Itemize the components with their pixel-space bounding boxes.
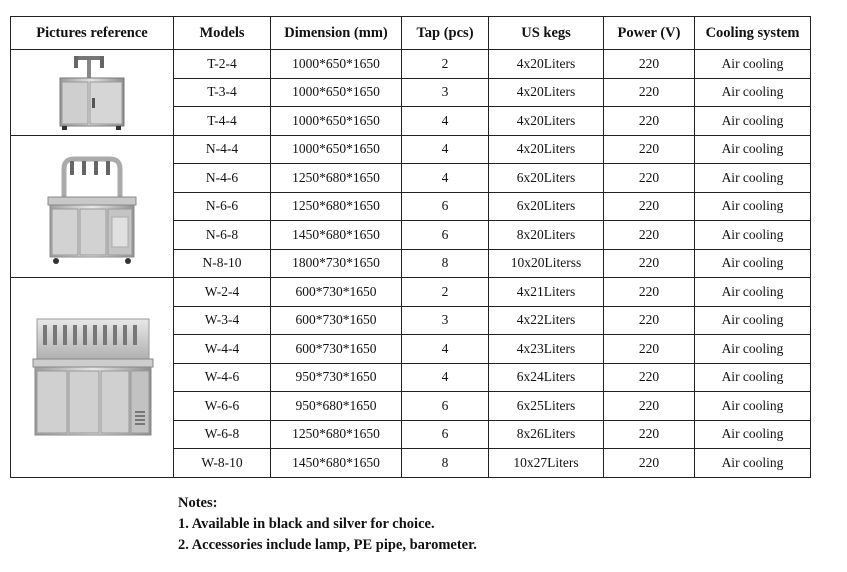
cooling-cell: Air cooling: [695, 135, 811, 164]
header-power: Power (V): [604, 17, 695, 50]
kegs-cell: 4x20Liters: [489, 78, 604, 107]
kegs-cell: 8x26Liters: [489, 420, 604, 449]
notes-title: Notes:: [178, 495, 218, 511]
kegs-cell: 10x20Literss: [489, 249, 604, 278]
dimension-cell: 600*730*1650: [271, 278, 402, 307]
table-row: [11, 135, 811, 164]
model-cell: N-6-6: [174, 192, 271, 221]
tap-cell: 2: [402, 278, 489, 307]
header-dimension: Dimension (mm): [271, 17, 402, 50]
power-cell: 220: [604, 192, 695, 221]
dimension-cell: 1450*680*1650: [271, 221, 402, 250]
dimension-cell: 600*730*1650: [271, 306, 402, 335]
dimension-cell: 950*680*1650: [271, 392, 402, 421]
tap-cell: 8: [402, 249, 489, 278]
power-cell: 220: [604, 107, 695, 136]
beer-dispenser-4-tap-icon: [11, 147, 173, 265]
tap-cell: 4: [402, 164, 489, 193]
cooling-cell: Air cooling: [695, 221, 811, 250]
model-cell: W-4-6: [174, 363, 271, 392]
note-item: 1. Available in black and silver for choice.: [178, 516, 435, 532]
kegs-cell: 6x20Liters: [489, 164, 604, 193]
model-cell: W-8-10: [174, 449, 271, 478]
tap-cell: 3: [402, 78, 489, 107]
kegs-cell: 6x25Liters: [489, 392, 604, 421]
kegs-cell: 6x20Liters: [489, 192, 604, 221]
kegs-cell: 4x22Liters: [489, 306, 604, 335]
kegs-cell: 4x21Liters: [489, 278, 604, 307]
header-pictures: Pictures reference: [11, 17, 174, 50]
kegs-cell: 4x20Liters: [489, 107, 604, 136]
kegs-cell: 4x20Liters: [489, 50, 604, 79]
dimension-cell: 1000*650*1650: [271, 78, 402, 107]
kegs-cell: 6x24Liters: [489, 363, 604, 392]
notes: [178, 493, 477, 556]
tap-cell: 4: [402, 107, 489, 136]
header-cooling: Cooling system: [695, 17, 811, 50]
tap-cell: 6: [402, 392, 489, 421]
picture-cell: [11, 50, 174, 136]
header-models: Models: [174, 17, 271, 50]
power-cell: 220: [604, 392, 695, 421]
cooling-cell: Air cooling: [695, 363, 811, 392]
model-cell: N-6-8: [174, 221, 271, 250]
tap-cell: 6: [402, 420, 489, 449]
dimension-cell: 600*730*1650: [271, 335, 402, 364]
cooling-cell: Air cooling: [695, 449, 811, 478]
header-kegs: US kegs: [489, 17, 604, 50]
cooling-cell: Air cooling: [695, 192, 811, 221]
model-cell: N-8-10: [174, 249, 271, 278]
dimension-cell: 950*730*1650: [271, 363, 402, 392]
beer-dispenser-multi-tap-icon: [11, 315, 173, 439]
model-cell: N-4-4: [174, 135, 271, 164]
power-cell: 220: [604, 78, 695, 107]
cooling-cell: Air cooling: [695, 392, 811, 421]
power-cell: 220: [604, 164, 695, 193]
kegs-cell: 4x23Liters: [489, 335, 604, 364]
tap-cell: 2: [402, 50, 489, 79]
power-cell: 220: [604, 135, 695, 164]
header-row: [11, 17, 811, 50]
dimension-cell: 1450*680*1650: [271, 449, 402, 478]
dimension-cell: 1250*680*1650: [271, 420, 402, 449]
cooling-cell: Air cooling: [695, 249, 811, 278]
model-cell: W-6-8: [174, 420, 271, 449]
power-cell: 220: [604, 278, 695, 307]
tap-cell: 8: [402, 449, 489, 478]
power-cell: 220: [604, 335, 695, 364]
beer-dispenser-2-tap-icon: [11, 52, 173, 132]
tap-cell: 4: [402, 135, 489, 164]
cooling-cell: Air cooling: [695, 78, 811, 107]
model-cell: T-2-4: [174, 50, 271, 79]
dimension-cell: 1000*650*1650: [271, 135, 402, 164]
tap-cell: 6: [402, 192, 489, 221]
model-cell: W-2-4: [174, 278, 271, 307]
picture-cell: [11, 135, 174, 278]
power-cell: 220: [604, 221, 695, 250]
picture-cell: [11, 278, 174, 478]
dimension-cell: 1000*650*1650: [271, 50, 402, 79]
table-row: [11, 50, 811, 79]
cooling-cell: Air cooling: [695, 107, 811, 136]
power-cell: 220: [604, 306, 695, 335]
cooling-cell: Air cooling: [695, 306, 811, 335]
model-cell: W-4-4: [174, 335, 271, 364]
spec-table: [10, 16, 811, 478]
tap-cell: 4: [402, 335, 489, 364]
model-cell: N-4-6: [174, 164, 271, 193]
tap-cell: 6: [402, 221, 489, 250]
tap-cell: 3: [402, 306, 489, 335]
dimension-cell: 1250*680*1650: [271, 192, 402, 221]
power-cell: 220: [604, 420, 695, 449]
power-cell: 220: [604, 363, 695, 392]
power-cell: 220: [604, 449, 695, 478]
kegs-cell: 4x20Liters: [489, 135, 604, 164]
kegs-cell: 10x27Liters: [489, 449, 604, 478]
cooling-cell: Air cooling: [695, 335, 811, 364]
dimension-cell: 1800*730*1650: [271, 249, 402, 278]
table-row: [11, 278, 811, 307]
header-tap: Tap (pcs): [402, 17, 489, 50]
model-cell: W-3-4: [174, 306, 271, 335]
model-cell: W-6-6: [174, 392, 271, 421]
cooling-cell: Air cooling: [695, 420, 811, 449]
kegs-cell: 8x20Liters: [489, 221, 604, 250]
cooling-cell: Air cooling: [695, 164, 811, 193]
power-cell: 220: [604, 50, 695, 79]
tap-cell: 4: [402, 363, 489, 392]
power-cell: 220: [604, 249, 695, 278]
dimension-cell: 1250*680*1650: [271, 164, 402, 193]
cooling-cell: Air cooling: [695, 50, 811, 79]
note-item: 2. Accessories include lamp, PE pipe, barometer.: [178, 537, 477, 553]
model-cell: T-4-4: [174, 107, 271, 136]
dimension-cell: 1000*650*1650: [271, 107, 402, 136]
cooling-cell: Air cooling: [695, 278, 811, 307]
model-cell: T-3-4: [174, 78, 271, 107]
